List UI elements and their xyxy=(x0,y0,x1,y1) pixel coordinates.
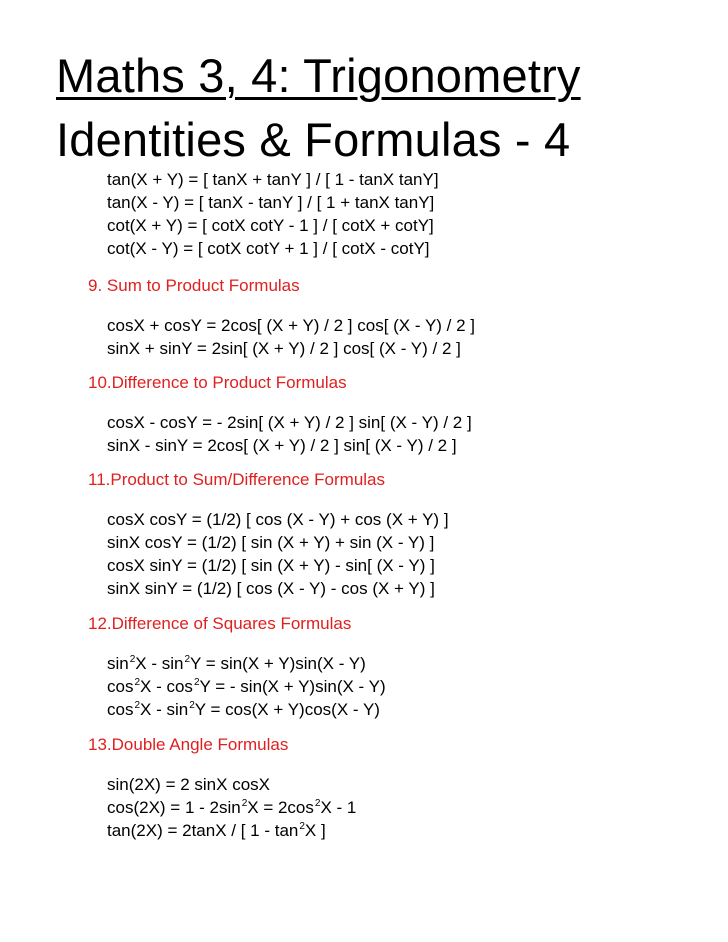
formula-sin-sum-to-product: sinX + sinY = 2sin[ (X + Y) / 2 ] cos[ (X - Y) / 2 ] xyxy=(107,339,461,358)
section-heading-sum-to-product: 9. Sum to Product Formulas xyxy=(88,276,300,295)
formula-cos-cos-product: cosX cosY = (1/2) [ cos (X - Y) + cos (X + Y) ] xyxy=(107,510,449,529)
section-heading-double-angle: 13.Double Angle Formulas xyxy=(88,735,289,754)
formula-part: cos xyxy=(107,677,134,696)
exponent: 2 xyxy=(134,677,141,688)
formula-sin-difference-to-product: sinX - sinY = 2cos[ (X + Y) / 2 ] sin[ (X - Y) / 2 ] xyxy=(107,436,457,455)
formula-part: X ] xyxy=(304,821,326,840)
formula-part: cos(2X) = 1 - 2sin xyxy=(107,798,241,817)
exponent: 2 xyxy=(129,654,136,665)
formula-part: tan(2X) = 2tanX / [ 1 - tan xyxy=(107,821,299,840)
formula-cot-sum: cot(X + Y) = [ cotX cotY - 1 ] / [ cotX + cotY] xyxy=(107,216,434,235)
formula-sin-sin-product: sinX sinY = (1/2) [ cos (X - Y) - cos (X + Y) ] xyxy=(107,579,435,598)
section-heading-difference-to-product: 10.Difference to Product Formulas xyxy=(88,373,347,392)
formula-part: X - 1 xyxy=(320,798,357,817)
page-subtitle: Identities & Formulas - 4 xyxy=(56,113,571,166)
formula-sin-double-angle: sin(2X) = 2 sinX cosX xyxy=(107,775,270,794)
exponent: 2 xyxy=(134,700,141,711)
formula-cot-difference: cot(X - Y) = [ cotX cotY + 1 ] / [ cotX - cotY] xyxy=(107,239,430,258)
formula-tan-difference: tan(X - Y) = [ tanX - tanY ] / [ 1 + tanX tanY] xyxy=(107,193,435,212)
exponent: 2 xyxy=(184,654,191,665)
formula-cos-sin-product: cosX sinY = (1/2) [ sin (X + Y) - sin[ (X - Y) ] xyxy=(107,556,435,575)
section-heading-difference-of-squares: 12.Difference of Squares Formulas xyxy=(88,614,352,633)
formula-cos-squares xyxy=(107,677,386,700)
formula-cos-difference-to-product: cosX - cosY = - 2sin[ (X + Y) / 2 ] sin[ (X - Y) / 2 ] xyxy=(107,413,472,432)
formula-cos-double-angle xyxy=(107,798,356,821)
formula-part: cos xyxy=(107,700,134,719)
formula-tan-sum: tan(X + Y) = [ tanX + tanY ] / [ 1 - tanX tanY] xyxy=(107,170,439,189)
formula-part: Y = sin(X + Y)sin(X - Y) xyxy=(190,654,366,673)
exponent: 2 xyxy=(299,821,305,832)
formula-part: sin xyxy=(107,654,129,673)
formula-part: X - cos xyxy=(140,677,193,696)
exponent: 2 xyxy=(241,798,248,809)
formula-part: Y = cos(X + Y)cos(X - Y) xyxy=(194,700,380,719)
formula-part: Y = - sin(X + Y)sin(X - Y) xyxy=(199,677,386,696)
page-title: Maths 3, 4: Trigonometry xyxy=(56,49,581,102)
formula-cos-sin-squares xyxy=(107,700,380,723)
formula-part: X = 2cos xyxy=(247,798,314,817)
formula-sin-squares xyxy=(107,654,366,677)
exponent: 2 xyxy=(189,700,195,711)
section-heading-product-to-sum: 11.Product to Sum/Difference Formulas xyxy=(88,470,386,489)
exponent: 2 xyxy=(193,677,200,688)
formula-sin-cos-product: sinX cosY = (1/2) [ sin (X + Y) + sin (X - Y) ] xyxy=(107,533,435,552)
formula-cos-sum-to-product: cosX + cosY = 2cos[ (X + Y) / 2 ] cos[ (X - Y) / 2 ] xyxy=(107,316,476,335)
exponent: 2 xyxy=(314,798,321,809)
formula-part: X - sin xyxy=(140,700,189,719)
formula-part: X - sin xyxy=(135,654,184,673)
formula-tan-double-angle xyxy=(107,821,326,844)
